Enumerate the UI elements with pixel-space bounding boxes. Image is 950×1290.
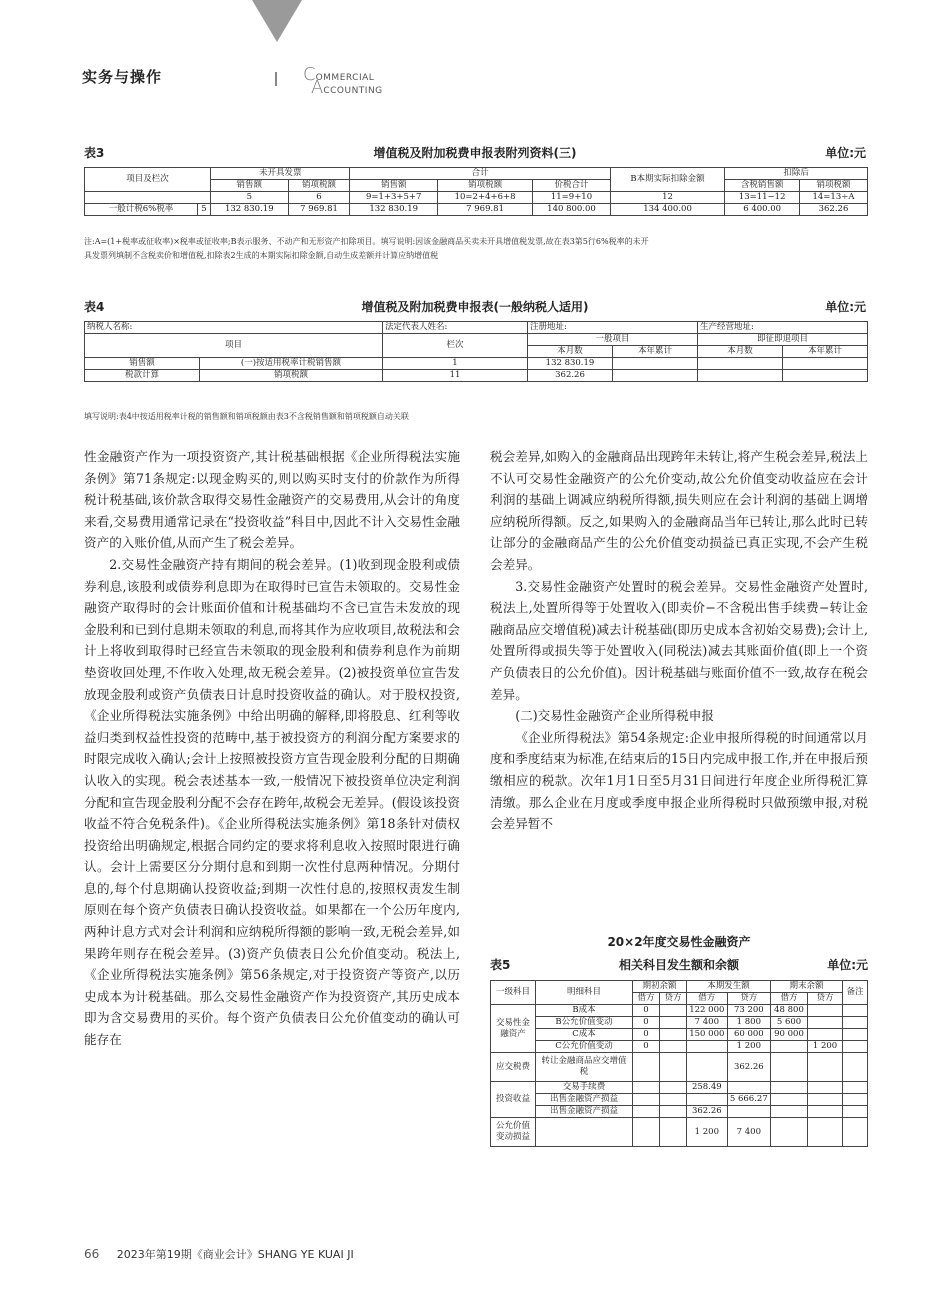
table3-note: 注:A=(1+税率或征收率)×税率或征收率;B表示服务、不动产和无形资产扣除项目。填写说明:因该金融商品买卖未开具增值税发票,故在表3第5行6%税率的未开 具发票列填制不含税卖价和增值税,扣除表2生成的本期实际扣除金额,自动生成差额并计算应纳增值税 — [84, 237, 649, 260]
table-row: C公允价值变动 0 1 200 1 200 — [491, 1041, 868, 1053]
table5-unit: 单位:元 — [827, 958, 868, 972]
page-number: 66 — [84, 1247, 100, 1261]
table-row: 投资收益 交易手续费 258.49 — [491, 1082, 868, 1094]
table3-header-sales: 销售额 — [350, 180, 437, 192]
paragraph: 税会差异,如购入的金融商品出现跨年未转让,将产生税会差异,税法上不认可交易性金融资产的公允价变动,故公允价值变动收益应在会计利润的基础上调减应纳税所得额,损失则应在会计利润的基础上调增应纳税所得额。反之,如果购入的金融商品当年已转让,那么此时已转让部分的金融商品产生的公允价值变动损益已真正实现,不会产生税会差异。 — [490, 449, 868, 572]
left-column — [84, 446, 460, 1051]
journal-logo: COMMERCIAL ACCOUNTING — [303, 64, 383, 98]
table3-header-price-total: 价税合计 — [533, 180, 611, 192]
table5-header-period: 本期发生额 — [687, 981, 771, 993]
table4-header-year: 本年累计 — [613, 346, 698, 358]
table4-note: 填写说明:表4中按适用税率计税的销售额和销项税额由表3不含税销售额和销项税额自动关联 — [84, 412, 409, 421]
table4-header-col: 栏次 — [383, 334, 528, 358]
header-triangle-decoration — [252, 0, 302, 42]
table3-header-sales: 销售额 — [211, 180, 289, 192]
table-row: 出售金融资产损益 5 666.27 — [491, 1094, 868, 1106]
header-separator — [275, 72, 277, 86]
table4-row: 销售额 (一)按适用税率计税销售额 1 132 830.19 — [85, 358, 868, 370]
table3-header-total: 合计 — [350, 168, 610, 180]
table4-row: 税款计算 销项税额 11 362.26 — [85, 370, 868, 382]
table3-row: 一般计税6%税率 5 132 830.19 7 969.81 132 830.19 7 969.81 140 800.00 134 400.00 6 400.00 362.26 — [85, 204, 868, 216]
table5-header-close: 期末余额 — [771, 981, 843, 993]
table4-header-month: 本月数 — [528, 346, 613, 358]
table5-label: 表5 — [490, 958, 511, 972]
page-footer — [84, 1246, 354, 1262]
table5-header-detail: 明细科目 — [536, 981, 633, 1005]
table3-header-tax: 销项税额 — [799, 180, 867, 192]
table3-unit: 单位:元 — [825, 146, 866, 160]
table3-header-item: 项目及栏次 — [85, 168, 211, 192]
table3-header-unbilled: 未开具发票 — [211, 168, 350, 180]
journal-issue: 2023年第19期《商业会计》SHANG YE KUAI JI — [116, 1248, 354, 1261]
table3-index-row: 5 6 9=1+3+5+7 10=2+4+6+8 11=9+10 12 13=11−12 14=13÷A — [85, 192, 868, 204]
table4-label: 表4 — [84, 300, 105, 314]
table5-header-cr: 贷方 — [808, 993, 843, 1005]
table5-header-l1: 一级科目 — [491, 981, 536, 1005]
table4-header-year: 本年累计 — [783, 346, 868, 358]
table-row: 应交税费 转让金融商品应交增值税 362.26 — [491, 1053, 868, 1082]
table5 — [490, 980, 868, 1147]
paragraph: 性金融资产作为一项投资资产,其计税基础根据《企业所得税法实施条例》第71条规定:以现金购买的,则以购买时支付的价款作为所得税计税基础,该价款含取得交易性金融资产的交易费用,从会计的角度来看,交易费用通常记录在“投资收益”科目中,因此不计入交易性金融资产的入账价值,从而产生了税会差异。 — [84, 449, 460, 551]
table-row: 交易性金融资产 B成本 0 122 000 73 200 48 800 — [491, 1005, 868, 1017]
table5-header-note: 备注 — [843, 981, 868, 1005]
table5-header-dr: 借方 — [771, 993, 808, 1005]
table3-header-tax: 销项税额 — [288, 180, 350, 192]
table4-title: 增值税及附加税费申报表(一般纳税人适用) — [361, 300, 589, 314]
table4-header-refund: 即征即退项目 — [698, 334, 868, 346]
table4-header-month: 本月数 — [698, 346, 783, 358]
table4 — [84, 321, 868, 382]
section-title: 实务与操作 — [82, 68, 163, 86]
table-row: 公允价值变动损益 1 200 7 400 — [491, 1118, 868, 1147]
table3-header-sales-incl: 含税销售额 — [725, 180, 800, 192]
table3-label: 表3 — [84, 146, 105, 160]
table-row: B公允价值变动 0 7 400 1 800 5 600 — [491, 1017, 868, 1029]
table5-title-line1: 20×2年度交易性金融资产 — [607, 935, 751, 949]
table3-header-deduction: B本期实际扣除金额 — [610, 168, 725, 192]
table3-header-tax: 销项税额 — [437, 180, 532, 192]
table5-header-cr: 贷方 — [727, 993, 770, 1005]
paragraph: 2.交易性金融资产持有期间的税会差异。(1)收到现金股利或债券利息,该股利或债券利息即为在取得时已宣告未领取的。交易性金融资产取得时的会计账面价值和计税基础均不含已宣告未发放的现金股利和已到付息期未领取的利息,而将其作为应收项目,故税法和会计上将收到取得时已经宣告未领取的现金股利和债券利息作为前期垫资收回处理,不作收入处理,故无税会差异。(2)被投资单位宣告发放现金股利或资产负债表日计息时投资收益的确认。对于股权投资,《企业所得税法实施条例》中给出明确的解释,即将股息、红利等收益归类到权益性投资的范畴中,基于被投资方的利润分配方案要求的时限完成收入确认;会计上按照被投资方宣告现金股利分配的日期确认收入的实现。税会表述基本一致,一般情况下被投资单位决定利润分配和宣告现金股利分配不会存在跨年,故税会无差异。(假设该投资收益不符合免税条件)。《企业所得税法实施条例》第18条针对债权投资给出明确规定,根据合同约定的要求将利息收入按照时限进行确认。会计上需要区分分期付息和到期一次性付息两种情况。分期付息的,每个付息期确认投资收益;到期一次性付息的,按照权责发生制原则在每个资产负债表日确认投资收益。如果都在一个公历年度内,两种计息方式对会计利润和应纳税所得额的影响一致,无税会差异,如果跨年则存在税会差异。(3)资产负债表日公允价值变动。税法上,《企业所得税法实施条例》第56条规定,对于投资资产等资产,以历史成本为计税基础。那么交易性金融资产作为投资资产,其历史成本即为含交易费用的买价。每个资产负债表日公允价值变动的确认可能存在 — [84, 556, 460, 1048]
table3-header-after: 扣除后 — [725, 168, 868, 180]
table4-legal-rep: 法定代表人姓名: — [383, 322, 528, 334]
table5-header-open: 期初余额 — [633, 981, 687, 993]
subsection-heading: (二)交易性金融资产企业所得税申报 — [515, 708, 714, 724]
table5-title-line2: 相关科目发生额和余额 — [618, 958, 739, 972]
table3 — [84, 167, 868, 216]
table5-header-cr: 贷方 — [660, 993, 687, 1005]
table4-reg-addr: 注册地址: — [528, 322, 698, 334]
table4-header-item: 项目 — [85, 334, 383, 358]
table4-header-general: 一般项目 — [528, 334, 698, 346]
table4-biz-addr: 生产经营地址: — [698, 322, 868, 334]
paragraph: 3.交易性金融资产处置时的税会差异。交易性金融资产处置时,税法上,处置所得等于处置收入(即卖价−不含税出售手续费−转让金融商品应交增值税)减去计税基础(即历史成本含初始交易费);会计上,处置所得或损失等于处置收入(同税法)减去其账面价值(即上一个资产负债表日的公允价值)。因计税基础与账面价值不一致,故存在税会差异。 — [490, 578, 868, 702]
table4-taxpayer: 纳税人名称: — [85, 322, 383, 334]
table4-unit: 单位:元 — [825, 300, 866, 314]
table-row: 出售金融资产损益 362.26 — [491, 1106, 868, 1118]
table-row: C成本 0 150 000 60 000 90 000 — [491, 1029, 868, 1041]
table5-header-dr: 借方 — [687, 993, 728, 1005]
right-column — [490, 446, 868, 835]
paragraph: 《企业所得税法》第54条规定:企业申报所得税的时间通常以月度和季度结束为标准,在结束后的15日内完成申报工作,并在申报后预缴相应的税款。次年1月1日至5月31日间进行年度企业所得税汇算清缴。那么企业在月度或季度申报企业所得税时只做预缴申报,对税会差异暂不 — [490, 729, 868, 832]
table3-title: 增值税及附加税费申报表附列资料(三) — [373, 146, 577, 160]
table5-header-dr: 借方 — [633, 993, 660, 1005]
